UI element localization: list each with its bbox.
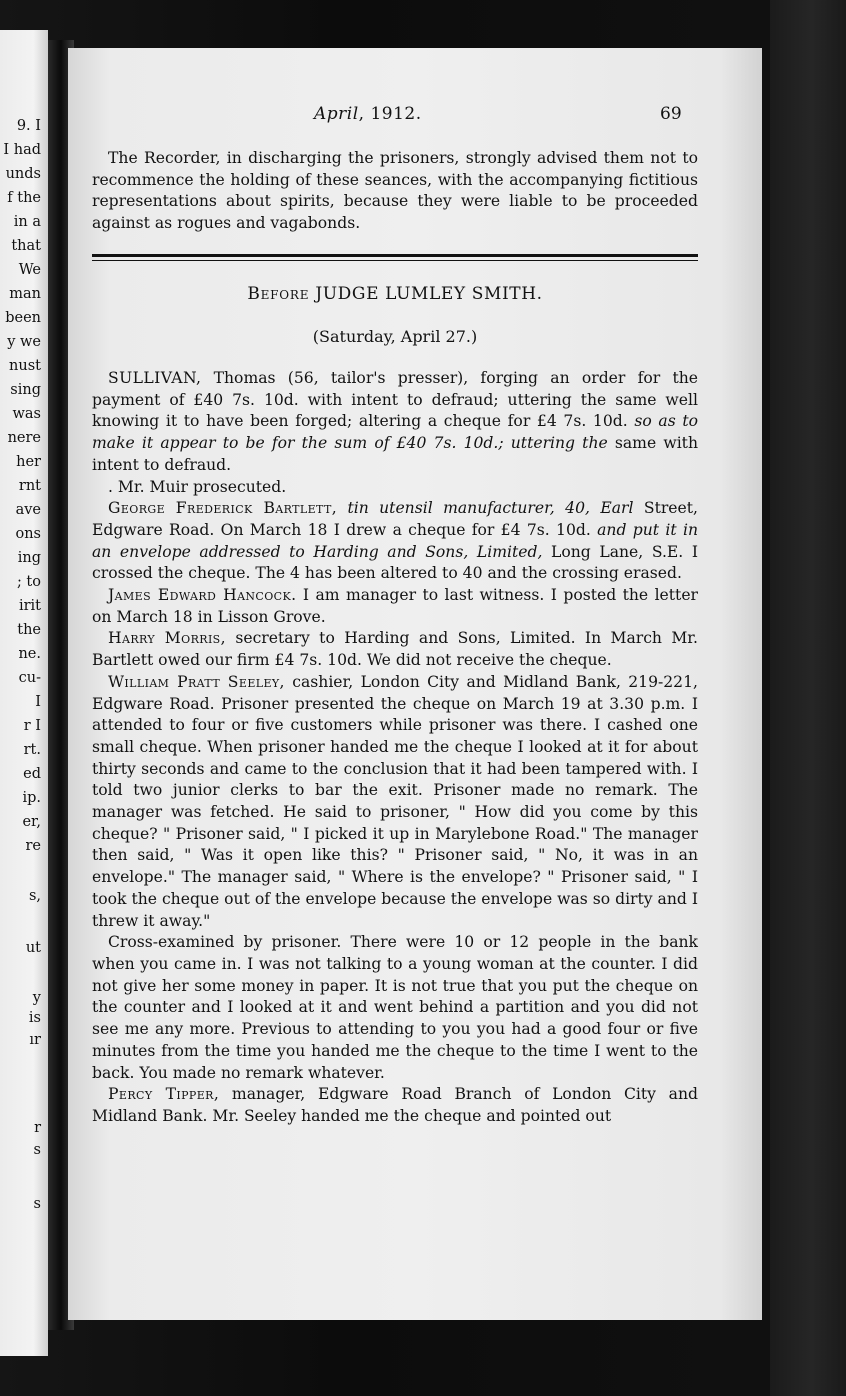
- facing-page-fragment: We: [18, 262, 41, 278]
- running-header: [68, 104, 762, 126]
- book-page: [68, 48, 762, 1320]
- facing-page-fragment: ne.: [18, 646, 41, 662]
- facing-page-fragment: r I: [23, 718, 41, 734]
- charge-text-end: same with intent to defraud.: [92, 434, 698, 474]
- running-head-year: , 1912.: [358, 104, 422, 124]
- witness-paragraph: [92, 628, 698, 671]
- scan-background-right: [770, 0, 846, 1396]
- facing-page-fragment: cu-: [18, 670, 41, 686]
- facing-page-fragment: the: [17, 622, 41, 638]
- facing-page-fragment: y we: [7, 334, 41, 350]
- witness-name: William Pratt Seeley,: [108, 672, 285, 691]
- charge-text-italic: so as to make it appear to be for the sum of £40 7s. 10d.; uttering the: [92, 412, 698, 453]
- witness-paragraph: [92, 672, 698, 932]
- facing-page-fragment: ip.: [22, 790, 41, 806]
- facing-page-fragment: ; to: [16, 574, 41, 590]
- section-heading: [92, 284, 698, 304]
- witness-paragraph: [92, 1084, 698, 1127]
- facing-page-fragment: irit: [18, 598, 41, 614]
- facing-page-fragment: 9. I: [16, 118, 41, 134]
- witness-testimony: cashier, London City and Midland Bank, 219-221, Edgware Road. Prisoner presented the cheque on March 19 at 3.30 p.m. I attended to four or five customers while prisoner was there. I cashed one small cheque. When prisoner handed me the cheque I looked at it for about thirty seconds and came to the conclusion that it had been tampered with. I told two junior clerks to bar the exit. Prisoner made no remark. The manager was fetched. He said to prisoner, " How did you come by this cheque? " Prisoner said, " I picked it up in Marylebone Road." The manager then said, " Was it open like this? " Prisoner said, " No, it was in an envelope." The manager said, " Where is the envelope? " Prisoner said, " I took the cheque out of the envelope because the envelope was so dirty and I threw it away.": [92, 672, 698, 930]
- facing-page-fragment: rt.: [23, 742, 41, 758]
- cross-examination-text: Cross-examined by prisoner. There were 10 or 12 people in the bank when you came in. I was not talking to a young woman at the counter. I did not give her some money in paper. It is not true that you put the cheque on the counter and I looked at it and went behind a partition and you did not see me any more. Previous to attending to you you had a good four or five minutes from the time you handed me the cheque to the time I went to the back. You made no remark whatever.: [92, 933, 698, 1082]
- facing-page-fragment: s: [33, 1142, 41, 1158]
- section-rule: [92, 254, 698, 263]
- witness-testimony: secretary to Harding and Sons, Limited. In March Mr. Bartlett owed our firm £4 7s. 10d. We did not receive the cheque.: [92, 629, 698, 670]
- witness-testimony: I am manager to last witness. I posted the letter on March 18 in Lisson Grove.: [92, 586, 698, 626]
- facing-page-fragment: re: [25, 838, 41, 854]
- facing-page-fragment: er,: [22, 814, 41, 830]
- facing-page-fragment: in a: [13, 214, 41, 230]
- facing-page-fragment: s: [33, 1196, 41, 1212]
- facing-page-fragment: f the: [7, 190, 41, 206]
- indictment-paragraph: [92, 368, 698, 477]
- facing-page-fragment: ır: [29, 1032, 41, 1048]
- witness-name: James Edward Hancock.: [108, 586, 297, 605]
- witness-name: George Frederick Bartlett,: [108, 499, 338, 518]
- facing-page-fragment: sing: [10, 382, 41, 398]
- facing-page-fragment: is: [28, 1010, 41, 1026]
- witness-description: tin utensil manufacturer, 40, Earl: [337, 499, 634, 518]
- heading-before: Before: [247, 284, 310, 304]
- facing-page-fragment: ut: [25, 940, 41, 956]
- facing-page-fragment: ave: [15, 502, 41, 518]
- facing-page-edge: [0, 30, 48, 1356]
- facing-page-fragment: I: [35, 694, 41, 710]
- facing-page-fragment: her: [16, 454, 41, 470]
- facing-page-fragment: ed: [23, 766, 41, 782]
- running-head-month: April: [314, 104, 359, 124]
- facing-page-fragment: ons: [15, 526, 41, 542]
- page-number: 69: [660, 104, 682, 124]
- facing-page-fragment: unds: [5, 166, 41, 182]
- case-report: [92, 368, 698, 1128]
- heading-judge: JUDGE LUMLEY SMITH.: [315, 284, 543, 304]
- facing-page-fragment: y: [32, 990, 41, 1006]
- facing-page-fragment: rnt: [18, 478, 41, 494]
- facing-page-fragment: I had: [3, 142, 41, 158]
- witness-paragraph: [92, 498, 698, 585]
- intro-paragraph: The Recorder, in discharging the prisoners, strongly advised them not to recommence the holding of these seances, with the accompanying fictitious representations about spirits, because they were liable to be proceeded against as rogues and vagabonds.: [92, 149, 698, 232]
- witness-name: Percy Tipper,: [108, 1085, 220, 1104]
- facing-page-fragment: r: [34, 1120, 41, 1136]
- intro-section: [92, 148, 698, 234]
- witness-name: Harry Morris,: [108, 629, 226, 648]
- thin-rule: [92, 260, 698, 261]
- facing-page-fragment: been: [5, 310, 41, 326]
- defendant-name: SULLIVAN,: [108, 369, 202, 387]
- witness-testimony-italic: and put it in an envelope addressed to Harding and Sons, Limited,: [92, 520, 698, 561]
- witness-testimony: manager, Edgware Road Branch of London City and Midland Bank. Mr. Seeley handed me the cheque and pointed out: [92, 1085, 698, 1125]
- charge-text: Thomas (56, tailor's presser), forging an order for the payment of £40 7s. 10d. with intent to defraud; uttering the same well knowing it to have been forged; altering a cheque for £4 7s. 10d.: [92, 369, 698, 431]
- facing-page-fragment: s,: [28, 888, 41, 904]
- witness-testimony-end: Long Lane, S.E. I crossed the cheque. The 4 has been altered to 40 and the crossing erased.: [92, 542, 698, 583]
- facing-page-fragment: that: [11, 238, 41, 254]
- prosecutor-line: . Mr. Muir prosecuted.: [108, 477, 287, 496]
- running-head-date: [314, 104, 422, 124]
- thick-rule: [92, 254, 698, 257]
- facing-page-fragment: ing: [17, 550, 41, 566]
- facing-page-fragment: was: [12, 406, 41, 422]
- cross-examination-paragraph: [92, 932, 698, 1084]
- facing-page-fragment: man: [9, 286, 41, 302]
- facing-page-fragment: nere: [7, 430, 41, 446]
- witness-paragraph: [92, 585, 698, 628]
- witness-testimony: Street, Edgware Road. On March 18 I drew a cheque for £4 7s. 10d.: [92, 499, 698, 539]
- date-line: (Saturday, April 27.): [312, 327, 478, 346]
- facing-page-fragment: nust: [9, 358, 41, 374]
